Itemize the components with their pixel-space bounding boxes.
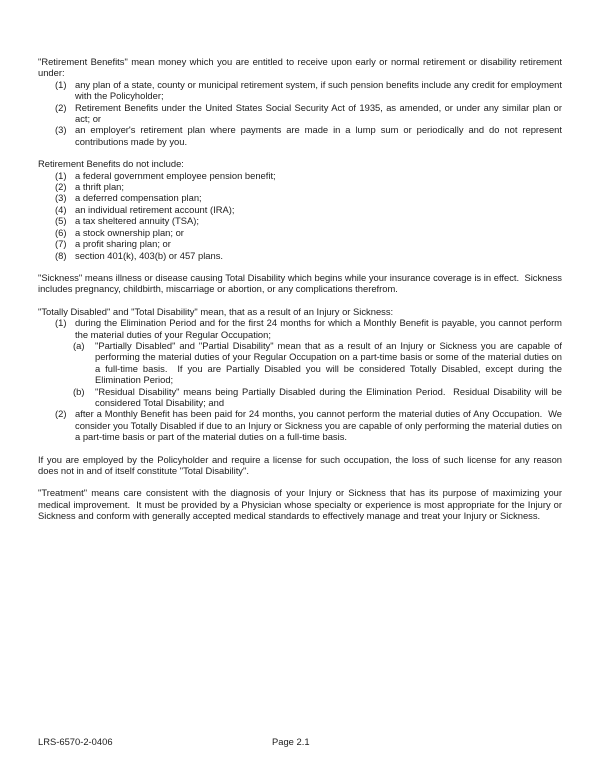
list-item-marker: (7) [55,238,67,250]
list-item [38,79,562,102]
text-run: "Partially Disabled" and "Partial Disability" mean that as a result of an Injury or Sickness you are capable of performing the material duties of your Regular Occupation on a part-time basis or some of the material duties on a full-time basis. If you are Partially Disabled you will be considered Totally Disabled, except during the Elimination Period; [95,339,562,386]
text-run: during the Elimination Period and for the first 24 months for which a Monthly Benefit is payable, you cannot perform the material duties of your Regular Occupation; [75,317,562,340]
form-number: LRS-6570-2-0406 [38,736,113,747]
paragraph-block [38,306,562,443]
paragraph-block [38,454,562,477]
paragraph-text [38,272,562,295]
paragraph-block [38,56,562,147]
text-run: after a Monthly Benefit has been paid for 24 months, you cannot perform the material duties of Any Occupation. We consider you Totally Disabled if due to an Injury or Sickness you are capable of only performing the material duties on a part-time basis or part of the material duties on a full-time basis. [75,408,562,443]
list-item-marker: (4) [55,203,67,215]
list-item-marker: (1) [55,169,67,181]
list-item [38,204,562,215]
list-item [38,227,562,238]
paragraph-block [38,272,562,295]
list-item [38,124,562,147]
paragraph-text [38,454,562,477]
list-item-marker: (3) [55,192,67,204]
list-item [38,170,562,181]
text-run: If you are employed by the Policyholder and require a license for such occupation, the loss of such license for any reason does not in and of itself constitute "Total Disability". [38,453,562,476]
list-item-marker: (8) [55,249,67,261]
list-item [38,386,562,409]
list-item [38,408,562,442]
text-run: a tax sheltered annuity (TSA); [75,215,200,227]
list-item-marker: (5) [55,215,67,227]
text-run: a federal government employee pension benefit; [75,169,276,181]
list-item-marker: (b) [73,385,85,397]
list-item-marker: (1) [55,317,67,329]
paragraph-text [38,306,562,317]
text-run: an individual retirement account (IRA); [75,203,235,215]
list-item [38,317,562,340]
list-item-marker: (2) [55,181,67,193]
list-item-marker: (1) [55,78,67,90]
list-item [38,250,562,261]
text-run: any plan of a state, county or municipal retirement system, if such pension benefits include any credit for employment with the Policyholder; [75,78,562,102]
text-run: Retirement Benefits do not include: [38,158,184,170]
paragraph-text [38,158,562,169]
text-run: "Totally Disabled" and "Total Disability" mean, that as a result of an Injury or Sickness: [38,305,394,317]
text-run: Retirement Benefits under the United States Social Security Act of 1935, as amended, or under any similar plan or act; or [75,101,562,125]
text-run: "Sickness" means illness or disease causing Total Disability which begins while your insurance coverage is in effect. Sickness includes pregnancy, childbirth, miscarriage or abortion, or any complications therefrom. [38,271,562,295]
text-run: section 401(k), 403(b) or 457 plans. [75,249,223,261]
text-run: "Retirement Benefits" mean money which you are entitled to receive upon early or normal retirement or disability retirement under: [38,56,562,79]
list-item-marker: (2) [55,101,67,113]
list-item-marker: (a) [73,339,85,351]
list-item [38,238,562,249]
document-body [38,56,562,533]
text-run: "Treatment" means care consistent with the diagnosis of your Injury or Sickness that has its purpose of maximizing your medical improvement. It must be provided by a Physician whose specialty or experience is most appropriate for the Injury or Sickness and conform with generally accepted medical standards to effectively manage and treat your Injury or Sickness. [38,487,562,522]
list-item [38,181,562,192]
paragraph-text [38,56,562,79]
text-run: "Residual Disability" means being Partially Disabled during the Elimination Period. Residual Disability will be considered Total Disability; and [95,385,562,408]
list-item [38,215,562,226]
text-run: a deferred compensation plan; [75,192,202,204]
list-item-marker: (3) [55,124,67,136]
text-run: a profit sharing plan; or [75,238,171,250]
list-item [38,102,562,125]
text-run: a stock ownership plan; or [75,226,184,238]
paragraph-block [38,487,562,521]
paragraph-text [38,487,562,521]
list-item-marker: (6) [55,226,67,238]
list-item-marker: (2) [55,408,67,420]
list-item [38,340,562,386]
page-footer [0,736,600,748]
list-item [38,192,562,203]
page-number: Page 2.1 [272,736,310,747]
text-run: a thrift plan; [75,181,124,193]
paragraph-block [38,158,562,261]
text-run: an employer's retirement plan where payments are made in a lump sum or periodically and do not represent contributions made by you. [75,124,562,147]
